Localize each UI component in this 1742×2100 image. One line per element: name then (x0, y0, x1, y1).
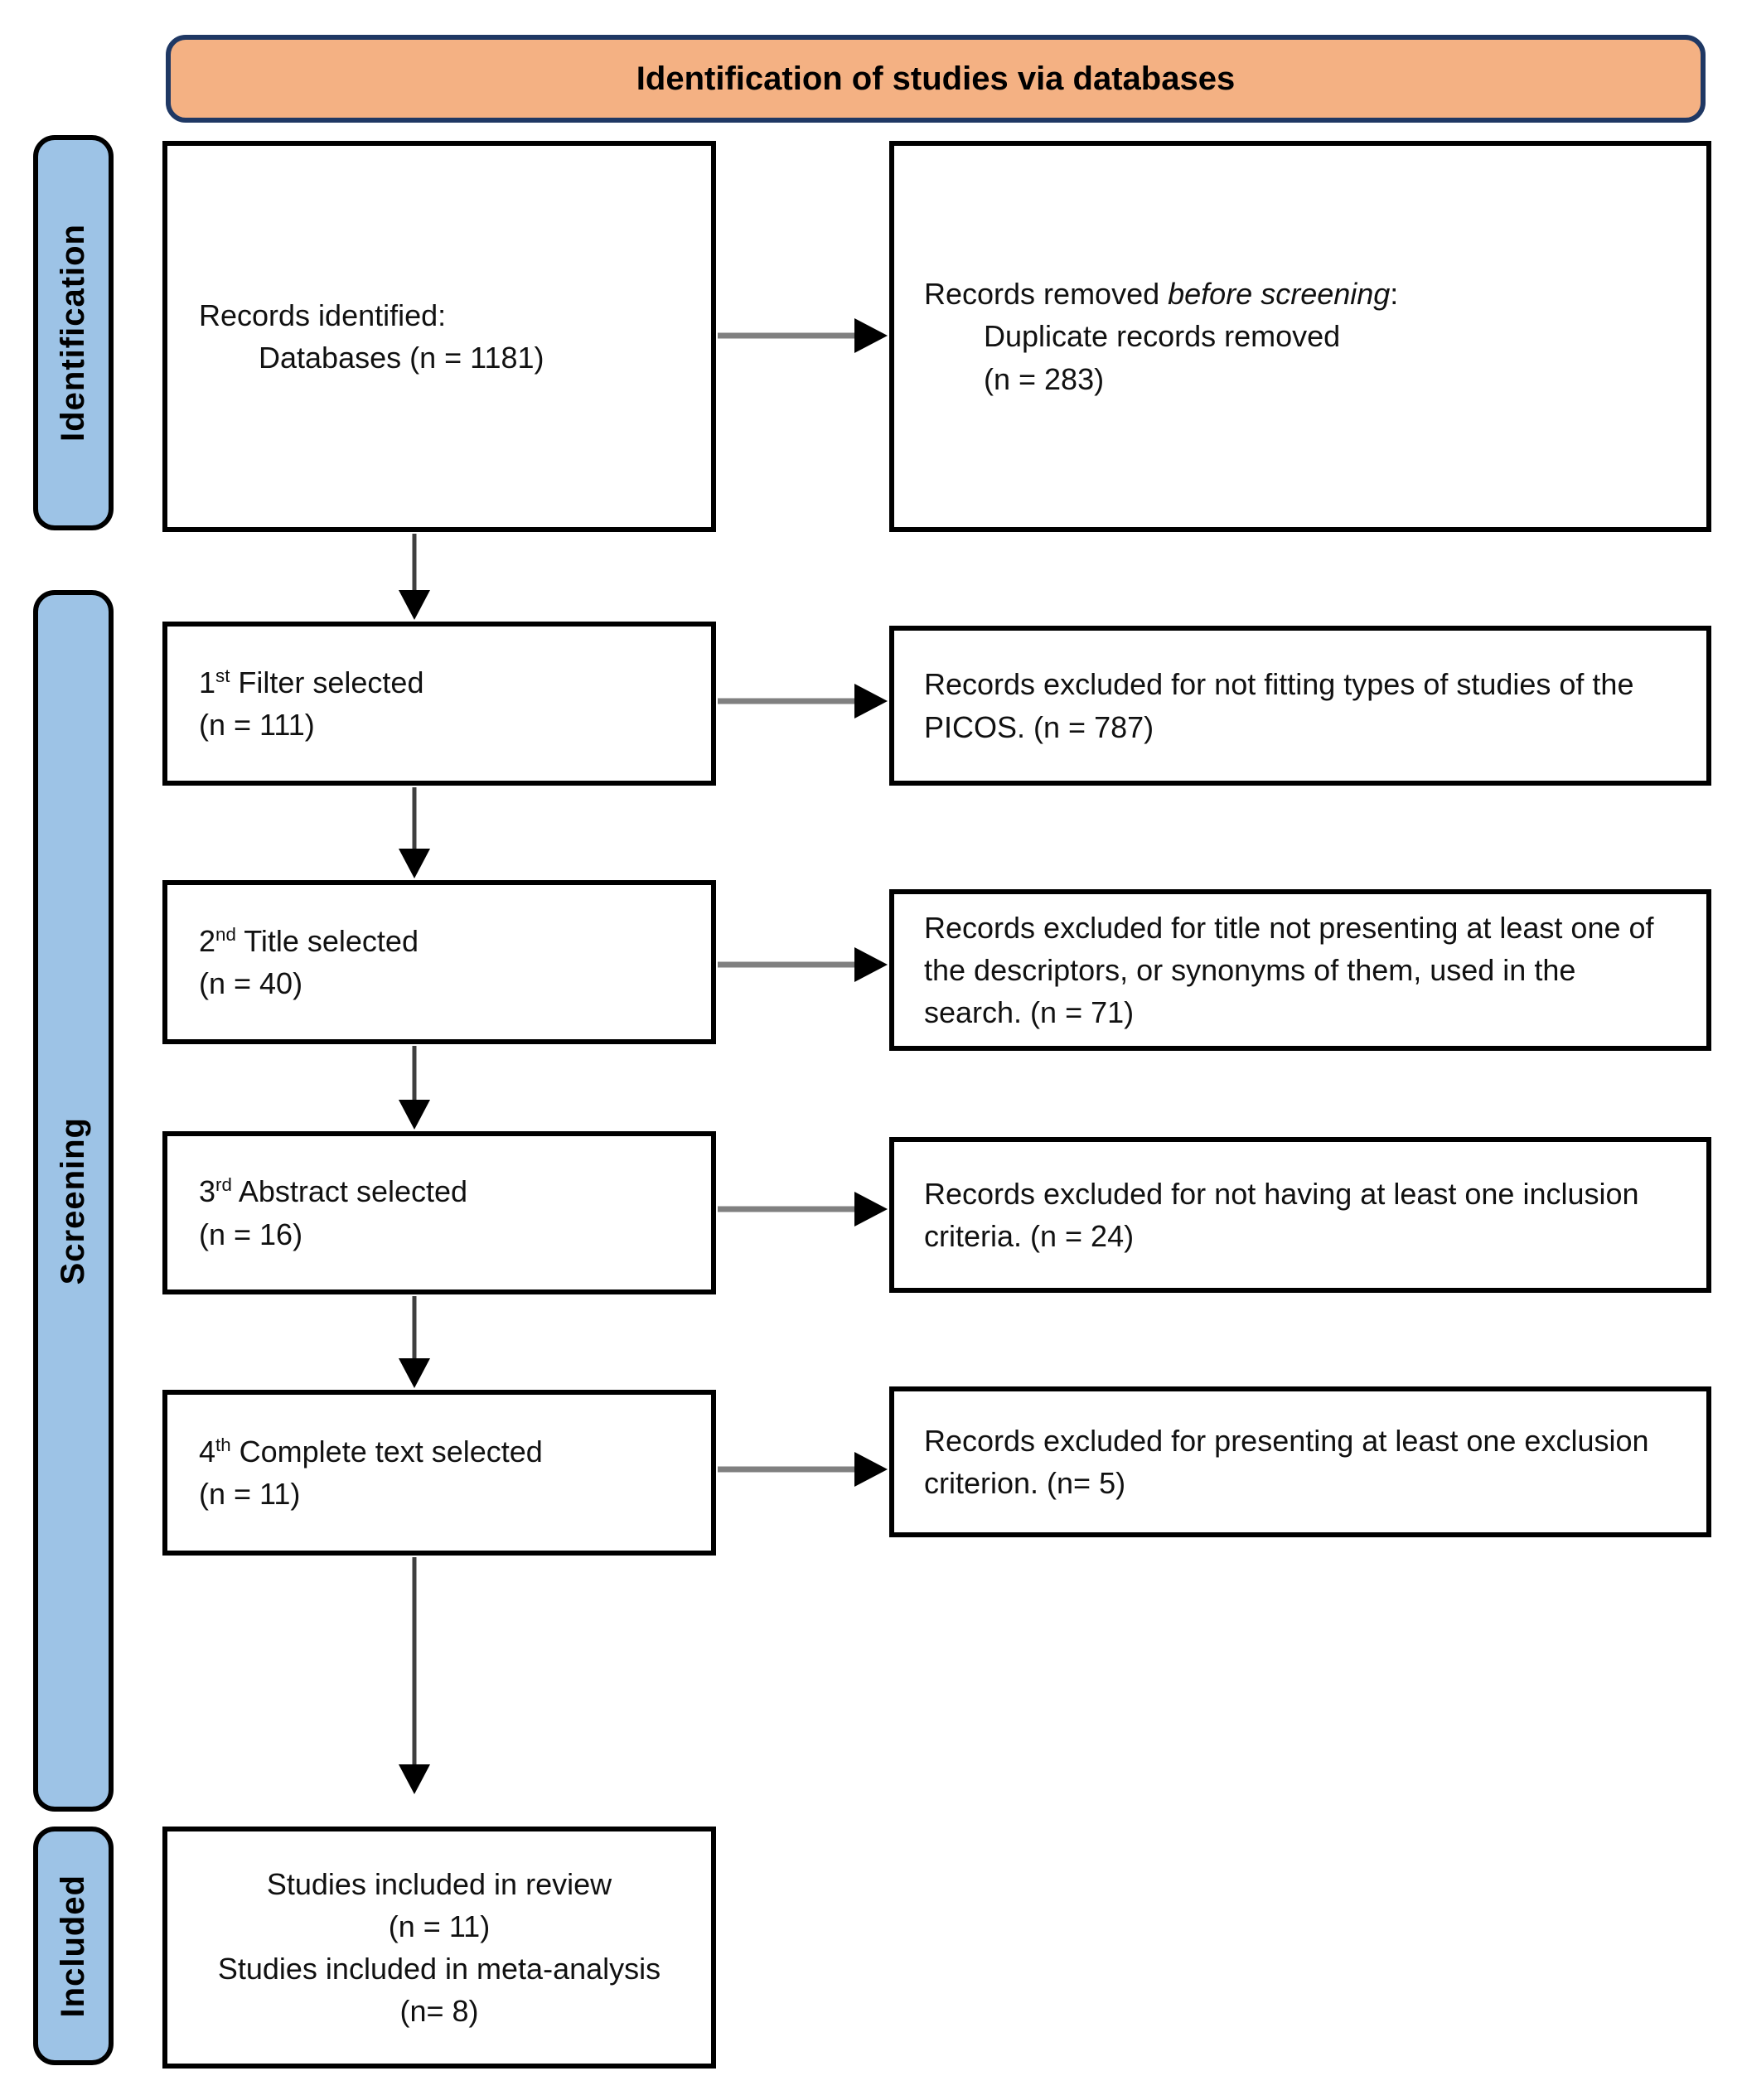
complete-text-selected-count: (n = 11) (199, 1477, 301, 1511)
arrow-down-icon (398, 1557, 431, 1794)
arrow-shaft (718, 1467, 857, 1473)
diagram-title: Identification of studies via databases (636, 60, 1236, 97)
studies-included-line4: (n= 8) (399, 1994, 479, 2029)
filter-selected-ordinal: 1 (199, 665, 216, 699)
records-excluded-title-text: Records excluded for title not presenting at least one of the descriptors, or synonyms of them, used in the search. (n = 71) (924, 910, 1654, 1030)
arrow-head (399, 590, 430, 620)
records-removed-line2: Duplicate records removed (984, 319, 1341, 354)
stage-label-screening (33, 590, 114, 1812)
records-removed-line1 (924, 273, 1682, 315)
title-selected-box (162, 880, 716, 1044)
arrow-head (854, 1452, 888, 1487)
records-identified-line1: Records identified: (199, 298, 447, 332)
arrow-right-icon (718, 1450, 888, 1488)
stage-label-identification-text: Identification (55, 224, 91, 442)
records-excluded-picos-box (889, 626, 1711, 786)
complete-text-selected-line1 (199, 1430, 694, 1473)
records-removed-line1-suffix: : (1390, 277, 1399, 312)
arrow-head (399, 1764, 430, 1794)
abstract-selected-count: (n = 16) (199, 1217, 303, 1251)
title-selected-label: Title selected (235, 923, 419, 958)
arrow-head (399, 849, 430, 878)
abstract-selected-ordinal: 3 (199, 1174, 216, 1209)
arrow-down-icon (398, 534, 431, 620)
arrow-head (854, 684, 888, 719)
records-excluded-inclusion-text: Records excluded for not having at least one inclusion criteria. (n = 24) (924, 1176, 1639, 1253)
stage-label-identification (33, 135, 114, 530)
filter-selected-label: Filter selected (230, 665, 424, 699)
complete-text-label: Complete text selected (230, 1434, 543, 1469)
arrow-shaft (718, 962, 857, 968)
studies-included-line3: Studies included in meta-analysis (217, 1952, 661, 1986)
stage-label-included (33, 1827, 114, 2065)
title-selected-ordinal: 2 (199, 923, 216, 958)
arrow-right-icon (718, 946, 888, 984)
records-excluded-exclusion-box (889, 1386, 1711, 1537)
arrow-head (854, 1192, 888, 1227)
filter-selected-ordinal-suffix: st (215, 665, 230, 686)
arrow-down-icon (398, 1296, 431, 1388)
arrow-shaft (718, 333, 857, 339)
arrow-down-icon (398, 787, 431, 878)
arrow-head (399, 1100, 430, 1130)
arrow-right-icon (718, 1190, 888, 1228)
arrow-shaft (718, 699, 857, 704)
abstract-selected-label: Abstract selected (231, 1174, 468, 1209)
stage-label-included-text: Included (55, 1874, 91, 2018)
arrow-shaft (413, 1557, 417, 1768)
arrow-head (854, 947, 888, 982)
title-selected-count: (n = 40) (199, 966, 303, 1000)
arrow-head (399, 1358, 430, 1388)
records-removed-line1-italic: before screening (1168, 277, 1391, 312)
studies-included-line1: Studies included in review (266, 1866, 612, 1901)
records-removed-line3: (n = 283) (984, 361, 1105, 396)
arrow-shaft (413, 1046, 417, 1103)
abstract-selected-box (162, 1131, 716, 1294)
title-selected-line1 (199, 920, 694, 962)
diagram-title-banner (166, 35, 1706, 123)
complete-text-ordinal-suffix: th (215, 1434, 231, 1455)
arrow-shaft (413, 787, 417, 852)
complete-text-ordinal: 4 (199, 1434, 216, 1469)
title-selected-ordinal-suffix: nd (215, 923, 236, 945)
arrow-shaft (413, 1296, 417, 1362)
stage-label-screening-text: Screening (55, 1116, 91, 1285)
abstract-selected-line1 (199, 1170, 694, 1212)
records-excluded-inclusion-box (889, 1137, 1711, 1293)
complete-text-selected-box (162, 1390, 716, 1556)
arrow-right-icon (718, 317, 888, 355)
records-excluded-title-box (889, 889, 1711, 1051)
arrow-head (854, 318, 888, 353)
arrow-shaft (413, 534, 417, 593)
filter-selected-line1 (199, 661, 694, 704)
records-excluded-picos-text: Records excluded for not fitting types of studies of the PICOS. (n = 787) (924, 667, 1634, 744)
filter-selected-box (162, 622, 716, 786)
records-identified-box (162, 141, 716, 532)
records-removed-line1-prefix: Records removed (924, 277, 1169, 312)
records-excluded-exclusion-text: Records excluded for presenting at least one exclusion criterion. (n= 5) (924, 1423, 1649, 1500)
records-removed-box (889, 141, 1711, 532)
arrow-shaft (718, 1207, 857, 1212)
filter-selected-count: (n = 111) (199, 708, 315, 742)
records-identified-line2: Databases (n = 1181) (259, 341, 544, 375)
arrow-right-icon (718, 682, 888, 720)
studies-included-line2: (n = 11) (388, 1909, 491, 1943)
studies-included-box (162, 1827, 716, 2069)
arrow-down-icon (398, 1046, 431, 1130)
abstract-selected-ordinal-suffix: rd (215, 1174, 232, 1196)
